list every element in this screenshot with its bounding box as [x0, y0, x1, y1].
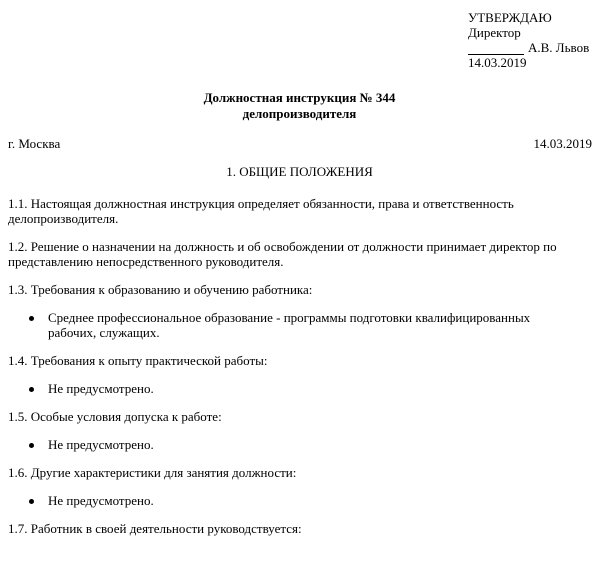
list-item-line: рабочих, служащих.	[48, 325, 160, 340]
approval-date: 14.03.2019	[468, 55, 527, 70]
paragraph-line: 1.5. Особые условия допуска к работе:	[8, 409, 222, 424]
paragraph-1-1	[8, 196, 592, 226]
paragraph-line: 1.7. Работник в своей деятельности руководствуется:	[8, 521, 302, 536]
signature-blank-line	[468, 41, 524, 55]
list-item	[48, 493, 592, 508]
bullet-icon	[29, 443, 34, 448]
paragraph-1-6	[8, 465, 592, 480]
paragraph-1-4	[8, 353, 592, 368]
approval-block	[468, 10, 596, 70]
document-title-line-2: делопроизводителя	[242, 106, 357, 121]
list-item	[48, 437, 592, 452]
approve-label: УТВЕРЖДАЮ	[468, 10, 552, 25]
paragraph-line: 1.3. Требования к образованию и обучению работника:	[8, 282, 313, 297]
paragraph-line: 1.4. Требования к опыту практической работы:	[8, 353, 268, 368]
paragraph-line: 1.2. Решение о назначении на должность и об освобождении от должности принимает директор по	[8, 239, 557, 254]
paragraph-1-7	[8, 521, 592, 536]
document-title	[0, 90, 599, 122]
list-item-line: Не предусмотрено.	[48, 493, 154, 508]
list-item-line: Не предусмотрено.	[48, 437, 154, 452]
paragraph-line: представлению непосредственного руководителя.	[8, 254, 284, 269]
list-item-line: Среднее профессиональное образование - программы подготовки квалифицированных	[48, 310, 531, 325]
paragraph-1-2	[8, 239, 592, 269]
place-date-row	[8, 136, 592, 151]
approver-position: Директор	[468, 25, 521, 40]
list-item-line: Не предусмотрено.	[48, 381, 154, 396]
list-1-5	[8, 437, 592, 452]
city: г. Москва	[8, 136, 61, 151]
list-1-6	[8, 493, 592, 508]
paragraph-line: 1.6. Другие характеристики для занятия должности:	[8, 465, 297, 480]
paragraph-1-3	[8, 282, 592, 297]
list-item	[48, 310, 592, 340]
bullet-icon	[29, 387, 34, 392]
list-1-3	[8, 310, 592, 340]
section-title: 1. ОБЩИЕ ПОЛОЖЕНИЯ	[226, 164, 373, 179]
list-item	[48, 381, 592, 396]
paragraph-line: 1.1. Настоящая должностная инструкция определяет обязанности, права и ответственность	[8, 196, 514, 211]
bullet-icon	[29, 316, 34, 321]
document-body	[8, 196, 592, 549]
list-1-4	[8, 381, 592, 396]
paragraph-line: делопроизводителя.	[8, 211, 119, 226]
signer-name: А.В. Львов	[528, 40, 590, 55]
document-date: 14.03.2019	[533, 136, 592, 151]
paragraph-1-5	[8, 409, 592, 424]
signature-row	[468, 40, 596, 55]
bullet-icon	[29, 499, 34, 504]
document-title-line-1: Должностная инструкция № 344	[203, 90, 396, 105]
